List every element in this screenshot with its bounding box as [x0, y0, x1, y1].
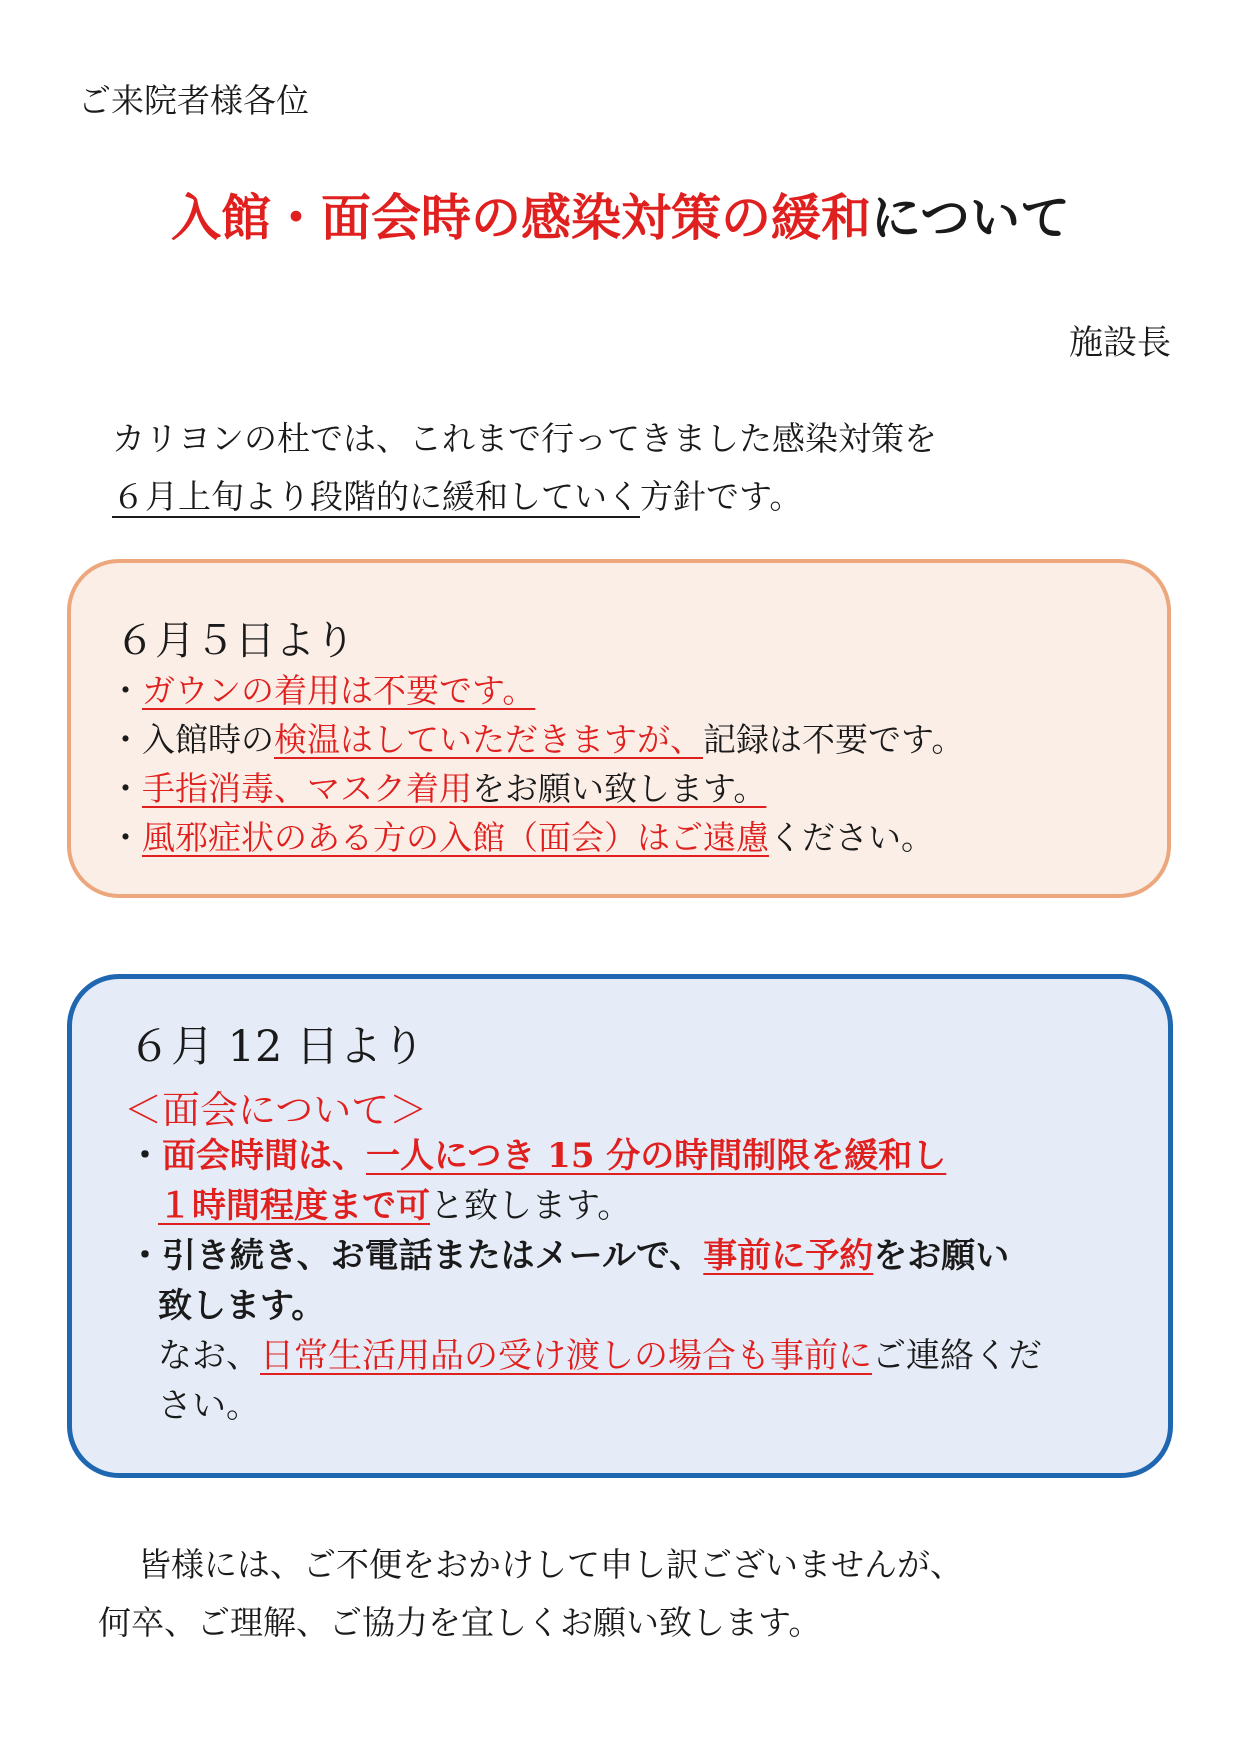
plain-text: をお願い致します。 — [472, 769, 767, 808]
sender-line: 施設長 — [1069, 323, 1171, 363]
page-title — [0, 178, 1241, 250]
note-line-continuation: さい。 — [158, 1386, 260, 1426]
emphasis-text: 手指消毒、マスク着用 — [142, 769, 472, 808]
section-list — [128, 1131, 1042, 1431]
list-item — [128, 1231, 1042, 1431]
intro-line-1: カリヨンの杜では、これまで行ってきました感染対策を — [112, 419, 937, 458]
emphasis-text: 検温はしていただきますが、 — [274, 720, 703, 759]
bullet: ・ — [128, 1136, 162, 1176]
plain-text: をお願い — [873, 1236, 1010, 1276]
list-item — [109, 813, 964, 862]
plain-text: と致します。 — [430, 1186, 632, 1226]
plain-text: 入館時の — [142, 720, 274, 759]
plain-text: なお、 — [158, 1336, 260, 1376]
list-item — [109, 666, 964, 715]
intro-rest-text: 方針です。 — [640, 477, 803, 516]
bullet: ・ — [109, 818, 142, 857]
section-heading: ６月 12 日より — [128, 1022, 426, 1072]
emphasis-text: 日常生活用品の受け渡しの場合も事前に — [260, 1336, 872, 1376]
emphasis-text: 一人につき 15 分の時間制限を緩和し — [366, 1136, 947, 1176]
bullet: ・ — [128, 1236, 162, 1276]
emphasis-text: 風邪症状のある方の入館（面会）はご遠慮 — [142, 818, 769, 857]
bullet: ・ — [109, 671, 142, 710]
closing-line-2: 何卒、ご理解、ご協力を宜しくお願い致します。 — [98, 1603, 822, 1642]
emphasis-text: 面会時間は、 — [162, 1136, 366, 1176]
section-june-12 — [67, 974, 1173, 1478]
bullet: ・ — [109, 720, 142, 759]
plain-text: 引き続き、お電話またはメールで、 — [162, 1236, 704, 1276]
bullet: ・ — [109, 769, 142, 808]
section-heading: ６月５日より — [115, 618, 355, 664]
plain-text: ご連絡くだ — [872, 1336, 1042, 1376]
intro-paragraph — [112, 410, 937, 526]
list-item — [109, 715, 964, 764]
intro-underlined-text: ６月上旬より段階的に緩和していく — [112, 477, 640, 516]
plain-text: ください。 — [769, 818, 934, 857]
closing-paragraph — [98, 1536, 963, 1652]
list-item-continuation — [128, 1181, 1042, 1231]
closing-line-1: 皆様には、ご不便をおかけして申し訳ございませんが、 — [138, 1545, 963, 1584]
emphasis-text: １時間程度まで可 — [158, 1186, 430, 1226]
page-title-suffix: について — [871, 188, 1070, 247]
page-title-main: 入館・面会時の感染対策の緩和 — [171, 188, 871, 247]
emphasis-text: 事前に予約 — [703, 1236, 874, 1276]
section-list — [109, 666, 964, 862]
section-subheading: ＜面会について＞ — [124, 1088, 428, 1132]
intro-line-2 — [112, 468, 937, 526]
section-june-5 — [67, 559, 1171, 898]
list-item-continuation: 致します。 — [158, 1286, 326, 1326]
list-item — [109, 764, 964, 813]
list-item — [128, 1131, 1042, 1231]
recipient-line: ご来院者様各位 — [78, 81, 309, 120]
note-line — [128, 1331, 1042, 1381]
plain-text: 記録は不要です。 — [703, 720, 965, 759]
emphasis-text: ガウンの着用は不要です。 — [142, 671, 536, 710]
